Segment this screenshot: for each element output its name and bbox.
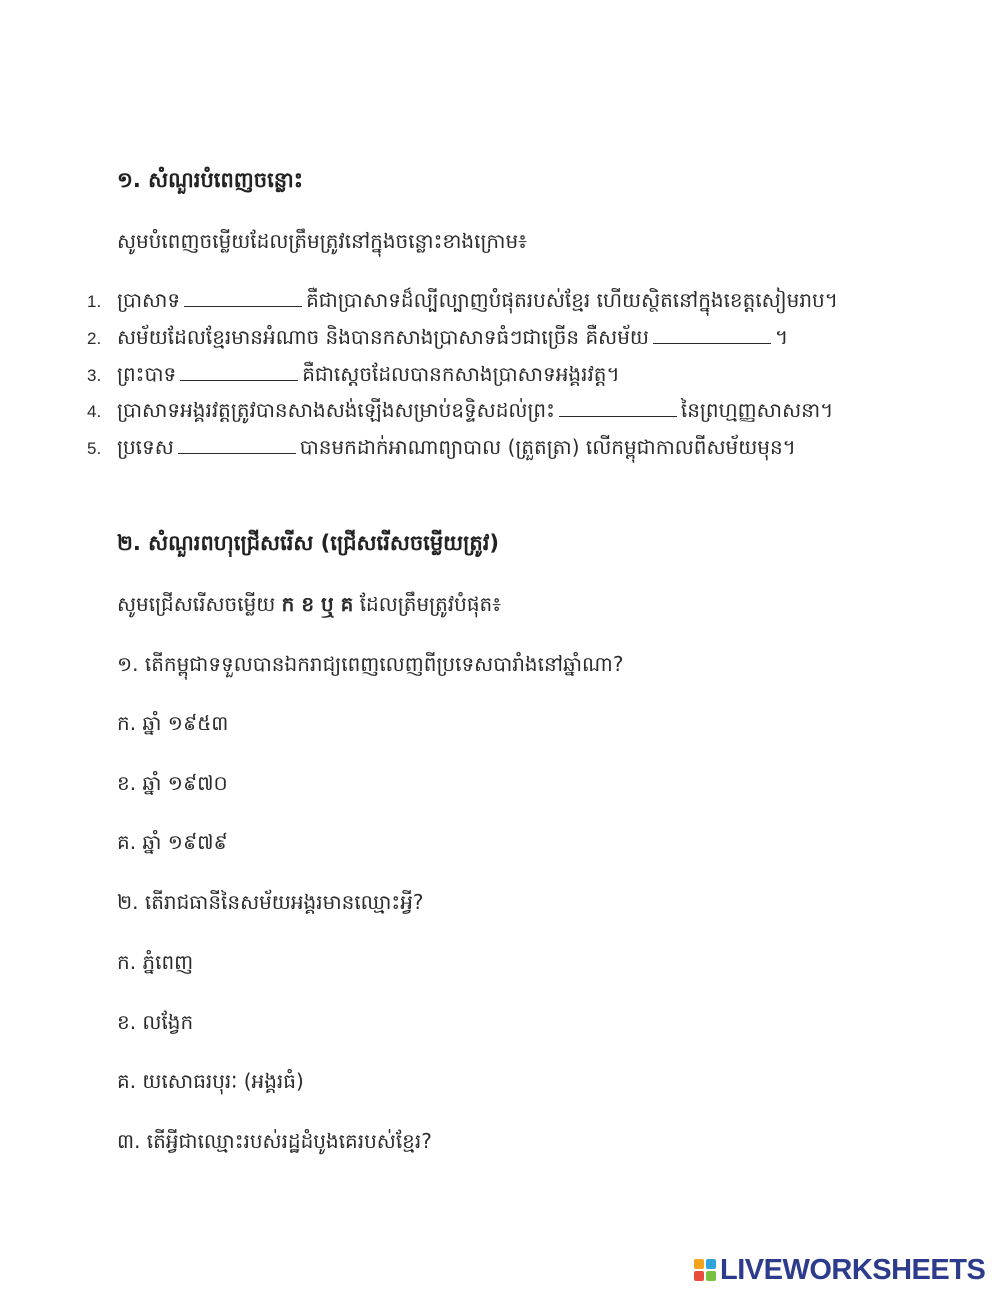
section1-heading: ១. សំណួរបំពេញចន្លោះ	[117, 168, 304, 192]
item-text-after: គឺជាស្តេចដែលបានកសាងប្រាសាទអង្គរវត្ត។	[302, 362, 620, 386]
item-text-before: ប្រាសាទ	[117, 288, 181, 312]
question-2: ២. តើរាជធានីនៃសម័យអង្គរមានឈ្មោះអ្វី?	[117, 890, 424, 914]
answer-blank[interactable]	[184, 288, 302, 307]
answer-blank[interactable]	[653, 325, 771, 344]
instruction-text: សូមជ្រើសរើសចម្លើយ	[117, 592, 276, 616]
list-item	[87, 287, 838, 317]
option-1a[interactable]: ក. ឆ្នាំ ១៩៥៣	[117, 711, 229, 735]
answer-blank[interactable]	[559, 398, 677, 417]
liveworksheets-logo	[694, 1253, 985, 1287]
option-1b[interactable]: ខ. ឆ្នាំ ១៩៧០	[117, 771, 228, 795]
option-1c[interactable]: គ. ឆ្នាំ ១៩៧៩	[117, 830, 228, 854]
option-2a[interactable]: ក. ភ្នំពេញ	[117, 950, 194, 974]
instruction-text: ដែលត្រឹមត្រូវបំផុត៖	[359, 592, 502, 616]
question-1: ១. តើកម្ពុជាទទួលបានឯករាជ្យពេញលេញពីប្រទេសបារាំងនៅឆ្នាំណា?	[117, 652, 624, 676]
item-text-before: សម័យដែលខ្មែរមានអំណាច និងបានកសាងប្រាសាទធំៗជាច្រើន គឺសម័យ	[117, 325, 649, 349]
option-2c[interactable]: គ. យសោធរបុរៈ (អង្គរធំ)	[117, 1069, 304, 1093]
item-number: 4.	[87, 402, 102, 421]
section2-heading: ២. សំណួរពហុជ្រើសរើស (ជ្រើសរើសចម្លើយត្រូវ)	[117, 531, 500, 555]
item-number: 1.	[87, 292, 102, 311]
item-text-before: ព្រះបាទ	[117, 362, 177, 386]
list-item	[87, 361, 620, 391]
answer-blank[interactable]	[178, 435, 296, 454]
item-number: 2.	[87, 329, 102, 348]
option-2b[interactable]: ខ. លង្វែក	[117, 1010, 194, 1034]
logo-text: LIVEWORKSHEETS	[720, 1253, 986, 1286]
item-text-after: នៃព្រហ្មញ្ញសាសនា។	[680, 398, 834, 422]
item-text-after: គឺជាប្រាសាទដ៏ល្បីល្បាញបំផុតរបស់ខ្មែរ ហើយស្ថិតនៅក្នុងខេត្តសៀមរាប។	[306, 288, 838, 312]
item-number: 5.	[87, 439, 102, 458]
item-text-before: ប្រាសាទអង្គរវត្តត្រូវបានសាងសង់ឡើងសម្រាប់ឧទ្ទិសដល់ព្រះ	[117, 398, 555, 422]
choice-letters: ក ខ ឬ គ	[281, 592, 354, 616]
logo-squares-icon	[694, 1259, 716, 1281]
answer-blank[interactable]	[180, 362, 298, 381]
question-3: ៣. តើអ្វីជាឈ្មោះរបស់រដ្ឋដំបូងគេរបស់ខ្មែរ?	[117, 1129, 432, 1153]
item-text-after: ។	[774, 325, 789, 349]
item-text-after: បានមកដាក់អាណាព្យាបាល (ត្រួតត្រា) លើកម្ពុជាកាលពីសម័យមុន។	[299, 435, 796, 459]
list-item	[87, 324, 788, 354]
section2-instruction	[117, 591, 501, 621]
item-number: 3.	[87, 366, 102, 385]
item-text-before: ប្រទេស	[117, 435, 174, 459]
list-item	[87, 434, 796, 464]
list-item	[87, 397, 833, 427]
section1-instruction: សូមបំពេញចម្លើយដែលត្រឹមត្រូវនៅក្នុងចន្លោះខាងក្រោម៖	[117, 229, 527, 253]
